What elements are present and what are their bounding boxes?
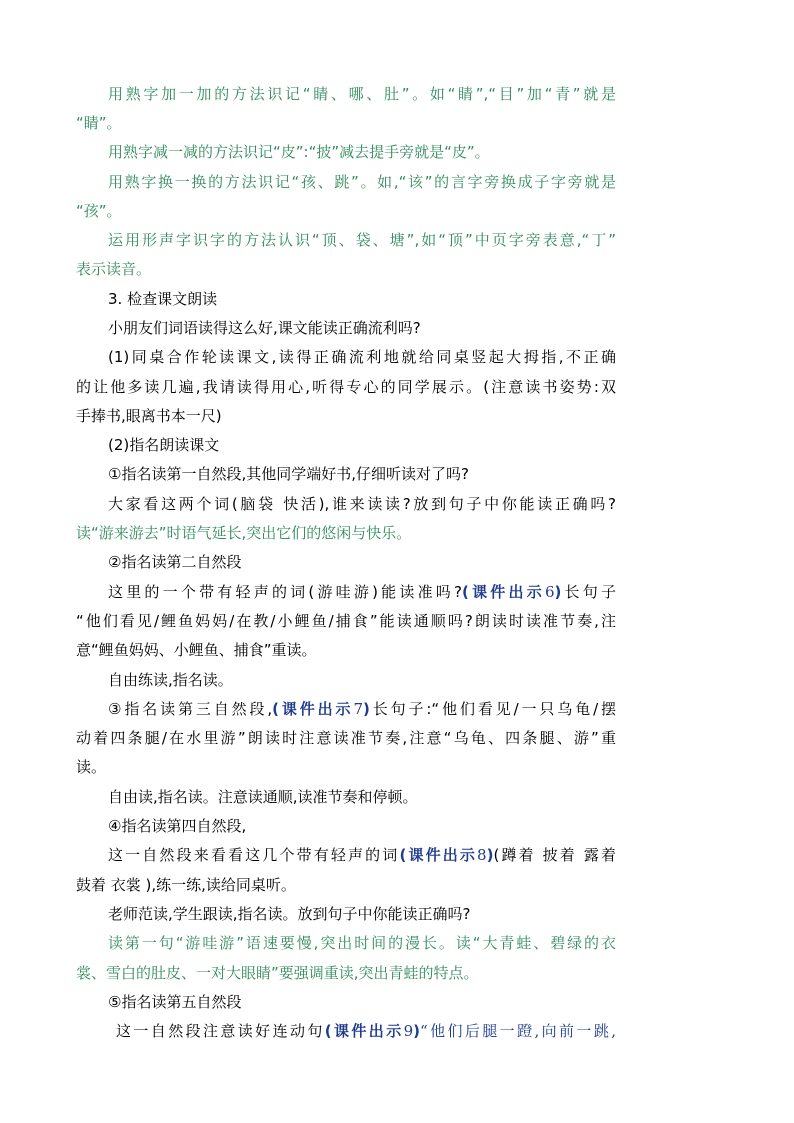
text-segment: (2)指名朗读课文 [108, 436, 220, 454]
text-segment: 鼓着 衣裳 ),练一练,读给同桌听。 [76, 876, 296, 894]
text-line [108, 230, 616, 250]
text-segment: 用熟字加一加的方法识记“睛、哪、肚”。如“睛”,“目”加“青”就是 [108, 85, 616, 103]
text-segment: ③指名读第三自然段, [108, 700, 273, 718]
text-segment: ) [362, 700, 370, 718]
text-segment: 这一自然段注意读好连动句 [116, 1022, 325, 1040]
text-line [76, 113, 616, 133]
text-line [76, 963, 616, 983]
text-segment: 9 [403, 1022, 414, 1040]
text-segment: 小朋友们词语读得这么好,课文能读正确流利吗? [108, 319, 421, 337]
text-segment: 手捧书,眼离书本一尺) [76, 407, 222, 425]
text-segment: 裳、雪白的肚皮、一对大眼睛”要强调重读,突出青蛙的特点。 [76, 964, 479, 982]
text-segment: 动着四条腿/在水里游”朗读时注意读准节奏,注意“乌龟、四条腿、游”重 [76, 729, 616, 747]
text-line [76, 523, 616, 543]
text-segment: 长句子:“他们看见/一只乌龟/摆 [369, 700, 617, 718]
text-segment: ) [486, 846, 494, 864]
text-segment: ④指名读第四自然段, [108, 817, 247, 835]
text-line [108, 933, 616, 953]
text-line [108, 318, 616, 338]
text-line [108, 845, 616, 865]
text-line [108, 172, 616, 192]
text-line [108, 699, 616, 719]
text-line [108, 992, 616, 1012]
text-line [108, 84, 616, 104]
text-segment: 读“游来游去”时语气延长,突出它们的悠闲与快乐。 [76, 524, 412, 542]
text-segment: (课件出示 [399, 846, 478, 864]
text-segment: (课件出示 [272, 700, 354, 718]
text-segment: (课件出示 [324, 1022, 404, 1040]
text-segment: (课件出示 [462, 583, 545, 601]
text-line [108, 904, 616, 924]
text-segment: (蹲着 披着 露着 [493, 846, 616, 864]
text-line [108, 435, 616, 455]
text-line [76, 728, 616, 748]
text-line [108, 289, 616, 309]
text-segment: ①指名读第一自然段,其他同学端好书,仔细听读对了吗? [108, 465, 469, 483]
text-segment: 用熟字减一减的方法识记“皮”:“披”减去提手旁就是“皮”。 [108, 143, 490, 161]
text-segment: 自由读,指名读。注意读通顺,读准节奏和停顿。 [108, 788, 418, 806]
text-segment: ②指名读第二自然段 [108, 553, 242, 571]
text-segment: 长句子 [561, 583, 616, 601]
text-line [76, 377, 616, 397]
text-segment: (1)同桌合作轮读课文,读得正确流利地就给同桌竖起大拇指,不正确 [108, 348, 616, 366]
text-line [108, 464, 616, 484]
text-segment: 这一自然段来看看这几个带有轻声的词 [108, 846, 400, 864]
text-segment: 这里的一个带有轻声的词(游哇游)能读准吗? [108, 583, 462, 601]
text-segment: “他们后腿一蹬,向前一跳, [420, 1022, 616, 1040]
text-segment: 意“鲤鱼妈妈、小鲤鱼、捕食”重读。 [76, 641, 317, 659]
text-segment: 老师范读,学生跟读,指名读。放到句子中你能读正确吗? [108, 905, 471, 923]
text-segment: 表示读音。 [76, 260, 152, 278]
text-segment: 8 [477, 846, 487, 864]
text-segment: “睛”。 [76, 114, 122, 132]
text-segment: ) [554, 583, 562, 601]
text-segment: ) [413, 1022, 421, 1040]
text-segment: 读第一句“游哇游”语速要慢,突出时间的漫长。读“大青蛙、碧绿的衣 [108, 934, 616, 952]
text-line [76, 406, 616, 426]
text-line [76, 875, 616, 895]
text-line [108, 142, 616, 162]
text-segment: 自由练读,指名读。 [108, 671, 233, 689]
text-line [116, 1021, 616, 1041]
text-segment: 大家看这两个词(脑袋 快活),谁来读读?放到句子中你能读正确吗? [108, 495, 616, 513]
text-line [76, 640, 616, 660]
text-line [108, 347, 616, 367]
text-line [108, 582, 616, 602]
text-segment: 运用形声字识字的方法认识“顶、袋、塘”,如“顶”中页字旁表意,“丁” [108, 231, 616, 249]
text-segment: 6 [544, 583, 555, 601]
text-segment: “孩”。 [76, 202, 122, 220]
text-segment: 的让他多读几遍,我请读得用心,听得专心的同学展示。(注意读书姿势:双 [76, 378, 616, 396]
text-line [76, 259, 616, 279]
text-line [76, 611, 616, 631]
text-line [108, 787, 616, 807]
text-line [76, 201, 616, 221]
text-segment: ⑤指名读第五自然段 [108, 993, 242, 1011]
text-line [108, 670, 616, 690]
text-line [108, 816, 616, 836]
text-line [108, 552, 616, 572]
text-segment: “他们看见/鲤鱼妈妈/在教/小鲤鱼/捕食”能读通顺吗?朗读时读准节奏,注 [76, 612, 616, 630]
text-segment: 读。 [76, 758, 107, 776]
text-segment: 7 [353, 700, 363, 718]
text-line [108, 494, 616, 514]
text-segment: 3. 检查课文朗读 [108, 290, 218, 308]
text-segment: 用熟字换一换的方法识记“孩、跳”。如,“该”的言字旁换成子字旁就是 [108, 173, 616, 191]
text-line [76, 757, 616, 777]
